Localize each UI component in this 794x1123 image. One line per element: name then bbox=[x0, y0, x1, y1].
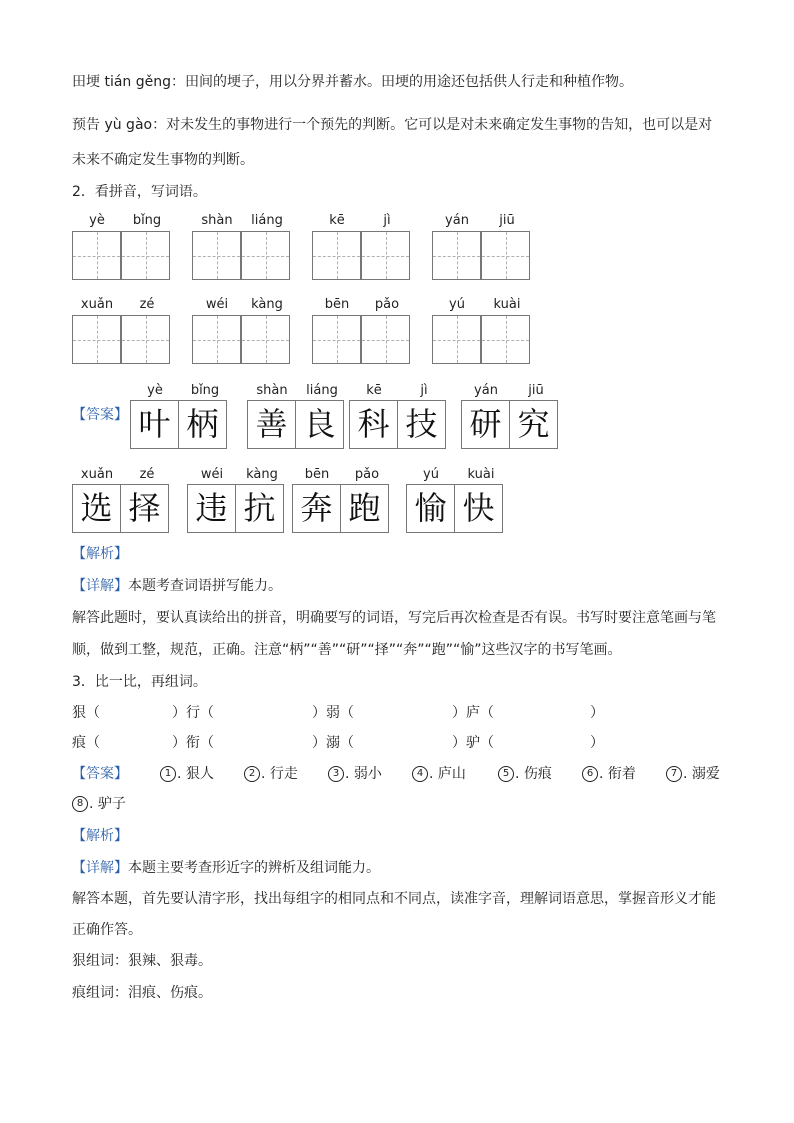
answer-character: 技 bbox=[397, 400, 446, 449]
pinyin-label: jì bbox=[383, 213, 391, 228]
answer-dot: . bbox=[177, 766, 186, 782]
answer-pinyin: kē bbox=[366, 383, 382, 398]
pinyin-label: kàng bbox=[251, 297, 283, 312]
circled-number: 1 bbox=[160, 766, 176, 782]
explain-q3-line1: 解答本题，首先要认清字形，找出每组字的相同点和不同点，读准字音，理解词语意思，掌握音形义才能 bbox=[72, 891, 716, 907]
pinyin-label: zé bbox=[139, 297, 155, 312]
answer-word-text: 庐山 bbox=[437, 766, 466, 782]
group-words-hen: 狠组词：狠辣、狠毒。 bbox=[72, 953, 212, 969]
writing-cell bbox=[241, 231, 290, 280]
answer-pinyin: kuài bbox=[467, 467, 495, 482]
pinyin-label: wéi bbox=[205, 297, 229, 312]
answer-character: 奔 bbox=[292, 484, 341, 533]
writing-cell bbox=[361, 315, 410, 364]
answer-dot: . bbox=[683, 766, 692, 782]
definition-yugao-line2: 未来不确定发生事物的判断。 bbox=[72, 152, 254, 168]
answer-pinyin: jiū bbox=[528, 383, 544, 398]
definition-yugao-line1: 预告 yù gào：对未发生的事物进行一个预先的判断。它可以是对未来确定发生事物的告知，也可以是对 bbox=[72, 117, 713, 133]
answer-pinyin: pǎo bbox=[354, 467, 380, 482]
pinyin-label: bǐng bbox=[132, 213, 162, 228]
circled-number: 6 bbox=[582, 766, 598, 782]
pinyin-label: yè bbox=[89, 213, 105, 228]
answer-word-text: 伤痕 bbox=[523, 766, 552, 782]
pinyin-label: pǎo bbox=[374, 297, 400, 312]
answer-pinyin: shàn bbox=[256, 383, 288, 398]
answer-character: 择 bbox=[120, 484, 169, 533]
answer-dot: . bbox=[599, 766, 608, 782]
answer-character: 愉 bbox=[406, 484, 455, 533]
detail-q3 bbox=[72, 858, 380, 878]
writing-cell bbox=[241, 315, 290, 364]
pinyin-label: xuǎn bbox=[80, 297, 114, 312]
answer-word-text: 驴子 bbox=[97, 796, 126, 812]
answer-pinyin: liáng bbox=[306, 383, 338, 398]
writing-cell bbox=[432, 231, 481, 280]
circled-number: 4 bbox=[412, 766, 428, 782]
detail-tag-q2: 【详解】 bbox=[72, 578, 128, 594]
answer-character: 善 bbox=[247, 400, 296, 449]
writing-cell bbox=[361, 231, 410, 280]
q3-row1-c: ）弱（ bbox=[312, 705, 354, 721]
q3-row2-c: ）溺（ bbox=[312, 735, 354, 751]
answer-word-text: 衔着 bbox=[607, 766, 636, 782]
detail-tag-q3: 【详解】 bbox=[72, 860, 128, 876]
q3-answer-item bbox=[498, 764, 552, 784]
answer-pinyin: zé bbox=[139, 467, 155, 482]
answer-character: 快 bbox=[454, 484, 503, 533]
pinyin-label: jiū bbox=[499, 213, 515, 228]
detail-text-q2: 本题考查词语拼写能力。 bbox=[128, 578, 282, 594]
writing-cell bbox=[481, 315, 530, 364]
answer-word-text: 溺爱 bbox=[691, 766, 720, 782]
circled-number: 7 bbox=[666, 766, 682, 782]
analysis-tag-q2: 【解析】 bbox=[72, 546, 128, 562]
q3-answer-item bbox=[244, 764, 298, 784]
answer-word-text: 弱小 bbox=[353, 766, 382, 782]
circled-number: 5 bbox=[498, 766, 514, 782]
writing-cell bbox=[481, 231, 530, 280]
pinyin-label: yán bbox=[445, 213, 469, 228]
answer-pinyin: xuǎn bbox=[80, 467, 114, 482]
analysis-tag-q3: 【解析】 bbox=[72, 828, 128, 844]
circled-number: 3 bbox=[328, 766, 344, 782]
answer-dot: . bbox=[515, 766, 524, 782]
answer-dot: . bbox=[345, 766, 354, 782]
writing-cell bbox=[432, 315, 481, 364]
explain-q2-line2: 顺，做到工整，规范，正确。注意“柄”“善”“研”“择”“奔”“跑”“愉”这些汉字的书写笔画。 bbox=[72, 642, 622, 658]
answer-pinyin: kàng bbox=[246, 467, 278, 482]
answer-word-text: 狠人 bbox=[185, 766, 214, 782]
detail-text-q3: 本题主要考查形近字的辨析及组词能力。 bbox=[128, 860, 380, 876]
writing-cell bbox=[121, 315, 170, 364]
q3-answer-item bbox=[160, 764, 214, 784]
answer-pinyin: wéi bbox=[200, 467, 224, 482]
q3-row1-d: ）庐（ bbox=[452, 705, 494, 721]
definition-tiangeng: 田埂 tián gěng：田间的埂子，用以分界并蓄水。田埂的用途还包括供人行走和种植作物。 bbox=[72, 74, 633, 90]
answer-dot: . bbox=[89, 796, 98, 812]
answer-pinyin: yán bbox=[474, 383, 498, 398]
circled-number: 2 bbox=[244, 766, 260, 782]
answer-character: 研 bbox=[461, 400, 510, 449]
pinyin-label: shàn bbox=[201, 213, 233, 228]
q3-row2-a: 痕（ bbox=[72, 735, 100, 751]
answer-character: 叶 bbox=[130, 400, 179, 449]
answer-word-text: 行走 bbox=[269, 766, 298, 782]
writing-cell bbox=[72, 231, 121, 280]
answer-character: 跑 bbox=[340, 484, 389, 533]
writing-cell bbox=[312, 231, 361, 280]
answer-pinyin: jì bbox=[420, 383, 428, 398]
pinyin-label: kuài bbox=[493, 297, 521, 312]
pinyin-label: kē bbox=[329, 213, 345, 228]
q3-answer-item bbox=[666, 764, 720, 784]
answer-character: 究 bbox=[509, 400, 558, 449]
pinyin-label: bēn bbox=[324, 297, 350, 312]
pinyin-label: yú bbox=[449, 297, 465, 312]
answer-pinyin: yú bbox=[423, 467, 439, 482]
answer-character: 科 bbox=[349, 400, 398, 449]
q3-row1-a: 狠（ bbox=[72, 705, 100, 721]
answer-character: 良 bbox=[295, 400, 344, 449]
q3-row2-e: ） bbox=[590, 735, 604, 751]
question-3-title: 3．比一比，再组词。 bbox=[72, 674, 207, 690]
explain-q3-line2: 正确作答。 bbox=[72, 922, 142, 938]
q3-answer-item bbox=[328, 764, 382, 784]
answer-pinyin: bēn bbox=[304, 467, 330, 482]
q3-row1-e: ） bbox=[590, 705, 604, 721]
q3-answer-item bbox=[582, 764, 636, 784]
writing-cell bbox=[192, 231, 241, 280]
writing-cell bbox=[121, 231, 170, 280]
q3-row2-d: ）驴（ bbox=[452, 735, 494, 751]
answer-character: 柄 bbox=[178, 400, 227, 449]
answer-character: 抗 bbox=[235, 484, 284, 533]
q3-row1-b: ）行（ bbox=[172, 705, 214, 721]
writing-cell bbox=[192, 315, 241, 364]
q3-row2-b: ）衔（ bbox=[172, 735, 214, 751]
answer-dot: . bbox=[429, 766, 438, 782]
writing-cell bbox=[72, 315, 121, 364]
explain-q2-line1: 解答此题时，要认真读给出的拼音，明确要写的词语，写完后再次检查是否有误。书写时要注意笔画与笔 bbox=[72, 610, 716, 626]
answer-tag-q3: 【答案】 bbox=[72, 766, 128, 782]
answer-character: 违 bbox=[187, 484, 236, 533]
q3-answer-item bbox=[412, 764, 466, 784]
answer-tag-q2: 【答案】 bbox=[72, 407, 128, 423]
q3-answer-item bbox=[72, 794, 126, 814]
answer-pinyin: bǐng bbox=[190, 383, 220, 398]
pinyin-label: liáng bbox=[251, 213, 283, 228]
writing-cell bbox=[312, 315, 361, 364]
answer-character: 选 bbox=[72, 484, 121, 533]
group-words-hen2: 痕组词：泪痕、伤痕。 bbox=[72, 985, 212, 1001]
detail-q2 bbox=[72, 576, 282, 596]
answer-pinyin: yè bbox=[147, 383, 163, 398]
answer-dot: . bbox=[261, 766, 270, 782]
question-2-title: 2．看拼音，写词语。 bbox=[72, 184, 207, 200]
circled-number: 8 bbox=[72, 796, 88, 812]
